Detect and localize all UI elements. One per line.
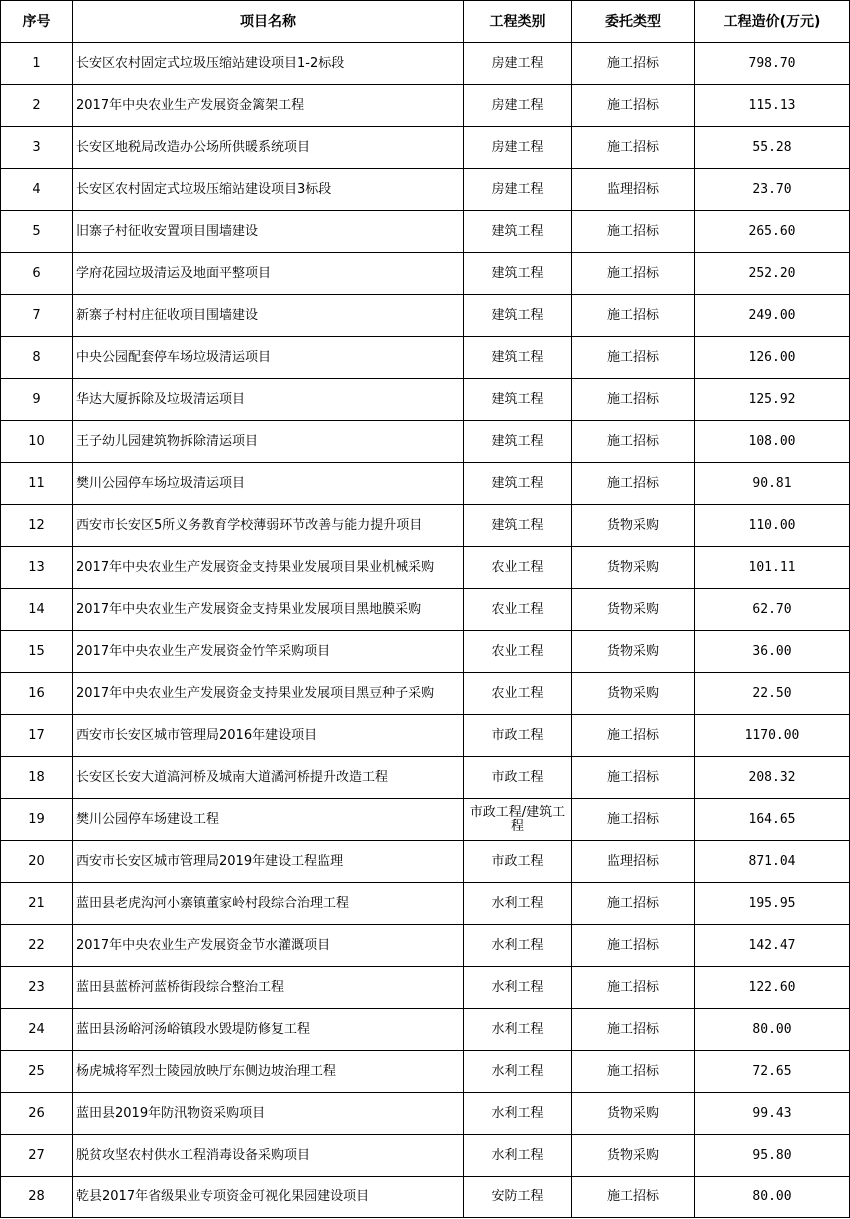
table-row	[1, 43, 850, 85]
project-category: 安防工程	[464, 1177, 572, 1218]
project-cost: 208.32	[695, 757, 850, 799]
table-row	[1, 379, 850, 421]
row-number: 28	[1, 1177, 73, 1218]
project-category: 建筑工程	[464, 295, 572, 337]
row-number: 4	[1, 169, 73, 211]
commission-type: 施工招标	[572, 253, 695, 295]
header-category: 工程类别	[464, 1, 572, 43]
project-name: 旧寨子村征收安置项目围墙建设	[73, 211, 464, 253]
row-number: 22	[1, 925, 73, 967]
row-number: 21	[1, 883, 73, 925]
project-category: 市政工程	[464, 715, 572, 757]
project-category: 水利工程	[464, 1009, 572, 1051]
row-number: 10	[1, 421, 73, 463]
commission-type: 货物采购	[572, 547, 695, 589]
project-name: 2017年中央农业生产发展资金支持果业发展项目黑豆种子采购	[73, 673, 464, 715]
row-number: 24	[1, 1009, 73, 1051]
project-cost: 80.00	[695, 1177, 850, 1218]
commission-type: 货物采购	[572, 589, 695, 631]
project-category: 市政工程/建筑工程	[464, 799, 572, 841]
project-category: 房建工程	[464, 169, 572, 211]
commission-type: 施工招标	[572, 85, 695, 127]
project-category: 水利工程	[464, 1093, 572, 1135]
project-name: 蓝田县蓝桥河蓝桥街段综合整治工程	[73, 967, 464, 1009]
commission-type: 施工招标	[572, 925, 695, 967]
project-name: 长安区农村固定式垃圾压缩站建设项目3标段	[73, 169, 464, 211]
project-name: 华达大厦拆除及垃圾清运项目	[73, 379, 464, 421]
project-name: 2017年中央农业生产发展资金节水灌溉项目	[73, 925, 464, 967]
table-row	[1, 547, 850, 589]
row-number: 26	[1, 1093, 73, 1135]
project-cost: 62.70	[695, 589, 850, 631]
project-cost: 22.50	[695, 673, 850, 715]
project-cost: 101.11	[695, 547, 850, 589]
project-name: 中央公园配套停车场垃圾清运项目	[73, 337, 464, 379]
row-number: 9	[1, 379, 73, 421]
project-name: 脱贫攻坚农村供水工程消毒设备采购项目	[73, 1135, 464, 1177]
project-category: 水利工程	[464, 925, 572, 967]
project-category: 建筑工程	[464, 421, 572, 463]
table-row	[1, 169, 850, 211]
project-category: 市政工程	[464, 841, 572, 883]
header-cost: 工程造价(万元)	[695, 1, 850, 43]
row-number: 23	[1, 967, 73, 1009]
row-number: 5	[1, 211, 73, 253]
project-cost: 80.00	[695, 1009, 850, 1051]
row-number: 18	[1, 757, 73, 799]
table-row	[1, 883, 850, 925]
table-body	[1, 43, 850, 1218]
commission-type: 施工招标	[572, 295, 695, 337]
row-number: 16	[1, 673, 73, 715]
project-cost: 142.47	[695, 925, 850, 967]
project-cost: 164.65	[695, 799, 850, 841]
table-row	[1, 757, 850, 799]
project-category: 建筑工程	[464, 463, 572, 505]
project-name: 蓝田县老虎沟河小寨镇董家岭村段综合治理工程	[73, 883, 464, 925]
commission-type: 施工招标	[572, 967, 695, 1009]
table-row	[1, 715, 850, 757]
row-number: 25	[1, 1051, 73, 1093]
row-number: 8	[1, 337, 73, 379]
row-number: 14	[1, 589, 73, 631]
project-name: 蓝田县汤峪河汤峪镇段水毁堤防修复工程	[73, 1009, 464, 1051]
row-number: 1	[1, 43, 73, 85]
commission-type: 施工招标	[572, 127, 695, 169]
commission-type: 施工招标	[572, 463, 695, 505]
project-cost: 871.04	[695, 841, 850, 883]
commission-type: 施工招标	[572, 1009, 695, 1051]
project-category: 市政工程	[464, 757, 572, 799]
table-row	[1, 1051, 850, 1093]
project-cost: 252.20	[695, 253, 850, 295]
table-row	[1, 337, 850, 379]
project-name: 2017年中央农业生产发展资金支持果业发展项目黑地膜采购	[73, 589, 464, 631]
project-name: 长安区地税局改造办公场所供暖系统项目	[73, 127, 464, 169]
project-cost: 90.81	[695, 463, 850, 505]
project-category: 建筑工程	[464, 211, 572, 253]
row-number: 19	[1, 799, 73, 841]
project-name: 王子幼儿园建筑物拆除清运项目	[73, 421, 464, 463]
table-row	[1, 589, 850, 631]
project-name: 西安市长安区5所义务教育学校薄弱环节改善与能力提升项目	[73, 505, 464, 547]
project-cost: 115.13	[695, 85, 850, 127]
project-cost: 23.70	[695, 169, 850, 211]
commission-type: 施工招标	[572, 337, 695, 379]
project-category: 房建工程	[464, 43, 572, 85]
project-category: 房建工程	[464, 127, 572, 169]
table-row	[1, 799, 850, 841]
header-row	[1, 1, 850, 43]
project-category: 农业工程	[464, 673, 572, 715]
table-row	[1, 1135, 850, 1177]
commission-type: 施工招标	[572, 1177, 695, 1218]
table-row	[1, 673, 850, 715]
row-number: 27	[1, 1135, 73, 1177]
table-row	[1, 925, 850, 967]
commission-type: 监理招标	[572, 841, 695, 883]
project-name: 樊川公园停车场垃圾清运项目	[73, 463, 464, 505]
project-cost: 36.00	[695, 631, 850, 673]
commission-type: 施工招标	[572, 379, 695, 421]
row-number: 6	[1, 253, 73, 295]
row-number: 12	[1, 505, 73, 547]
project-name: 杨虎城将军烈士陵园放映厅东侧边坡治理工程	[73, 1051, 464, 1093]
project-name: 西安市长安区城市管理局2019年建设工程监理	[73, 841, 464, 883]
header-type: 委托类型	[572, 1, 695, 43]
project-cost: 95.80	[695, 1135, 850, 1177]
table-row	[1, 211, 850, 253]
project-name: 长安区长安大道滈河桥及城南大道潏河桥提升改造工程	[73, 757, 464, 799]
project-cost: 249.00	[695, 295, 850, 337]
commission-type: 施工招标	[572, 421, 695, 463]
commission-type: 施工招标	[572, 883, 695, 925]
row-number: 7	[1, 295, 73, 337]
row-number: 20	[1, 841, 73, 883]
project-name: 新寨子村村庄征收项目围墙建设	[73, 295, 464, 337]
row-number: 17	[1, 715, 73, 757]
project-category: 农业工程	[464, 631, 572, 673]
project-name: 2017年中央农业生产发展资金篱架工程	[73, 85, 464, 127]
project-category: 水利工程	[464, 1135, 572, 1177]
commission-type: 货物采购	[572, 631, 695, 673]
project-category: 水利工程	[464, 967, 572, 1009]
project-category: 农业工程	[464, 547, 572, 589]
commission-type: 施工招标	[572, 43, 695, 85]
project-category: 建筑工程	[464, 379, 572, 421]
project-name: 2017年中央农业生产发展资金支持果业发展项目果业机械采购	[73, 547, 464, 589]
row-number: 3	[1, 127, 73, 169]
project-cost: 122.60	[695, 967, 850, 1009]
table-row	[1, 463, 850, 505]
row-number: 13	[1, 547, 73, 589]
commission-type: 货物采购	[572, 505, 695, 547]
table-row	[1, 253, 850, 295]
table-row	[1, 421, 850, 463]
table-row	[1, 1093, 850, 1135]
commission-type: 货物采购	[572, 1093, 695, 1135]
project-cost: 798.70	[695, 43, 850, 85]
project-category: 建筑工程	[464, 505, 572, 547]
row-number: 2	[1, 85, 73, 127]
row-number: 15	[1, 631, 73, 673]
commission-type: 货物采购	[572, 1135, 695, 1177]
project-cost: 195.95	[695, 883, 850, 925]
project-name: 西安市长安区城市管理局2016年建设项目	[73, 715, 464, 757]
commission-type: 施工招标	[572, 715, 695, 757]
table-row	[1, 85, 850, 127]
commission-type: 施工招标	[572, 799, 695, 841]
row-number: 11	[1, 463, 73, 505]
project-category: 建筑工程	[464, 337, 572, 379]
commission-type: 施工招标	[572, 757, 695, 799]
header-no: 序号	[1, 1, 73, 43]
project-name: 樊川公园停车场建设工程	[73, 799, 464, 841]
project-cost: 110.00	[695, 505, 850, 547]
project-category: 农业工程	[464, 589, 572, 631]
project-category: 房建工程	[464, 85, 572, 127]
table-row	[1, 127, 850, 169]
project-name: 学府花园垃圾清运及地面平整项目	[73, 253, 464, 295]
commission-type: 施工招标	[572, 211, 695, 253]
project-cost: 72.65	[695, 1051, 850, 1093]
table-row	[1, 841, 850, 883]
table-row	[1, 631, 850, 673]
header-name: 项目名称	[73, 1, 464, 43]
table-row	[1, 505, 850, 547]
commission-type: 货物采购	[572, 673, 695, 715]
table-row	[1, 1009, 850, 1051]
project-name: 乾县2017年省级果业专项资金可视化果园建设项目	[73, 1177, 464, 1218]
table-row	[1, 967, 850, 1009]
project-cost: 126.00	[695, 337, 850, 379]
project-name: 蓝田县2019年防汛物资采购项目	[73, 1093, 464, 1135]
project-cost: 1170.00	[695, 715, 850, 757]
commission-type: 施工招标	[572, 1051, 695, 1093]
table-row	[1, 1177, 850, 1218]
project-category: 建筑工程	[464, 253, 572, 295]
project-name: 长安区农村固定式垃圾压缩站建设项目1-2标段	[73, 43, 464, 85]
commission-type: 监理招标	[572, 169, 695, 211]
project-category: 水利工程	[464, 883, 572, 925]
project-cost: 55.28	[695, 127, 850, 169]
table-row	[1, 295, 850, 337]
project-cost: 108.00	[695, 421, 850, 463]
project-name: 2017年中央农业生产发展资金竹竿采购项目	[73, 631, 464, 673]
project-category: 水利工程	[464, 1051, 572, 1093]
project-cost: 99.43	[695, 1093, 850, 1135]
project-cost: 125.92	[695, 379, 850, 421]
project-cost: 265.60	[695, 211, 850, 253]
